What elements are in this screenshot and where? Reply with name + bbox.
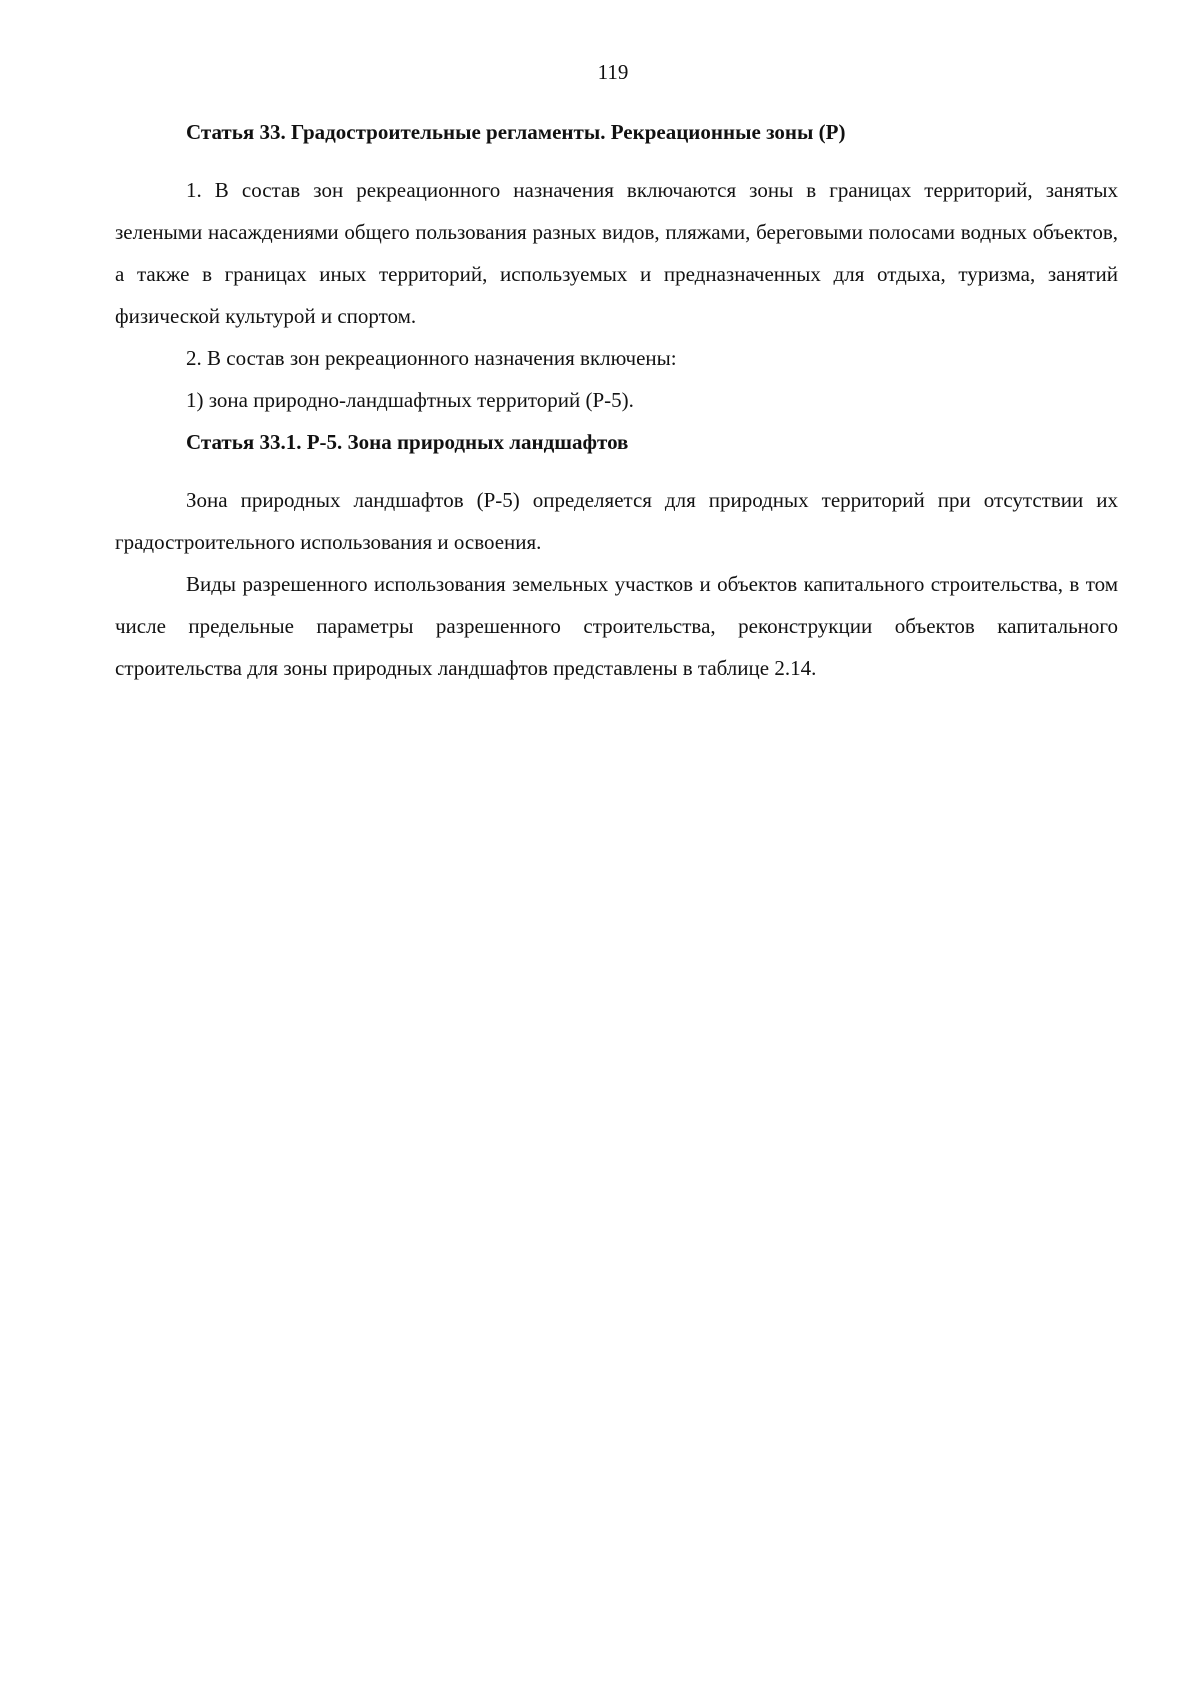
article-33-paragraph-1: 1. В состав зон рекреационного назначения включаются зоны в границах территорий, занятых зелеными насаждениями общего пользования разных видов, пляжами, береговыми полосами водных объектов, а также в границах иных территорий, используемых и предназначенных для отдыха, туризма, занятий физической культурой и спортом. [115, 178, 1118, 328]
article-33-1-paragraph-1: Зона природных ландшафтов (Р-5) определяется для природных территорий при отсутствии их градостроительного использования и освоения. [115, 488, 1118, 554]
page-number: 119 [597, 60, 629, 84]
article-33-heading: Статья 33. Градостроительные регламенты. Рекреационные зоны (Р) [186, 120, 846, 144]
article-33-1-heading: Статья 33.1. Р-5. Зона природных ландшафтов [186, 430, 629, 454]
article-33-1-paragraph-2: Виды разрешенного использования земельных участков и объектов капитального строительства, в том числе предельные параметры разрешенного строительства, реконструкции объектов капитального строительства для зоны природных ландшафтов представлены в таблице 2.14. [115, 572, 1118, 680]
article-33-list-item-1: 1) зона природно-ландшафтных территорий (Р-5). [186, 388, 634, 412]
page-content [115, 115, 1118, 689]
article-33-paragraph-2: 2. В состав зон рекреационного назначения включены: [186, 346, 677, 370]
